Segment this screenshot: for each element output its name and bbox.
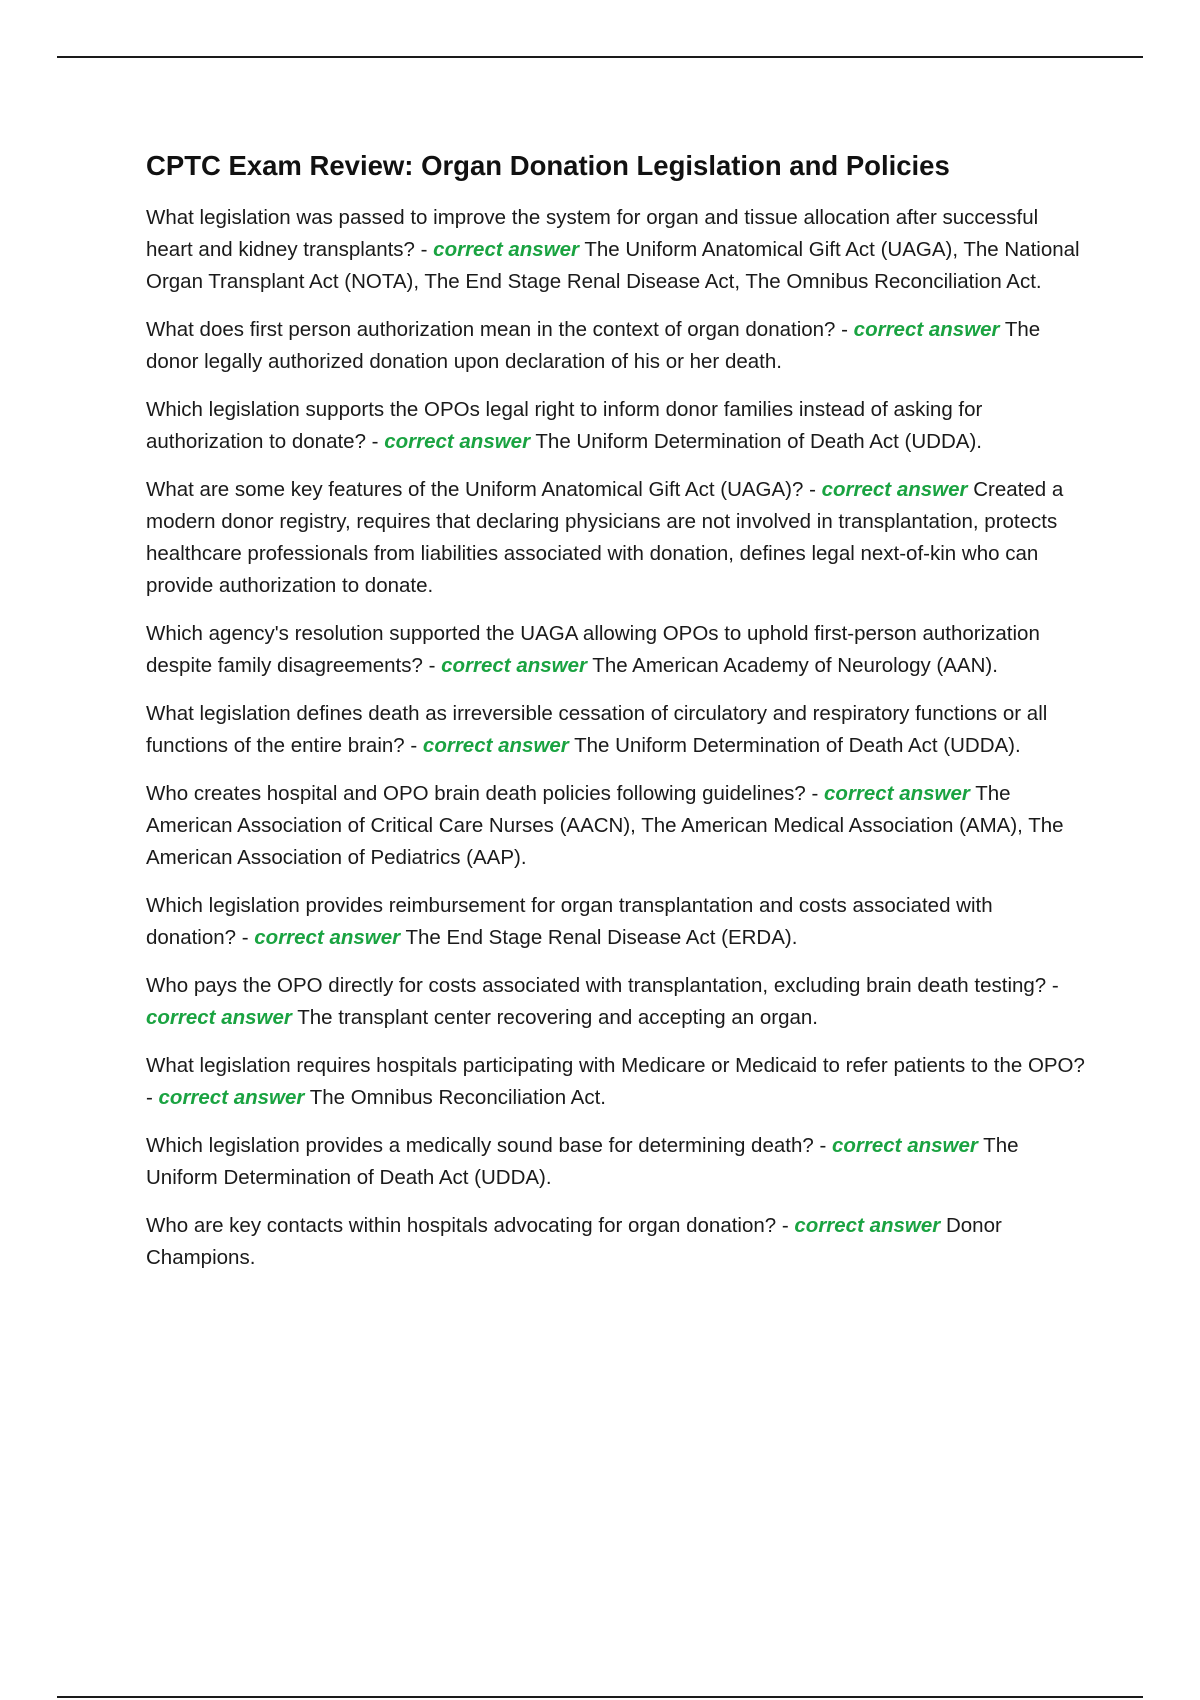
question-text: What does first person authorization mean in the context of organ donation? xyxy=(146,318,836,341)
answer-text: The Uniform Anatomical Gift Act (UAGA), The National Organ Transplant Act (NOTA), The End Stage Renal Disease Act, The Omnibus Reconciliation Act. xyxy=(146,238,1080,293)
question-text: What legislation requires hospitals participating with Medicare or Medicaid to refer patients to the OPO? xyxy=(146,1054,1085,1077)
qa-item xyxy=(146,618,1086,682)
qa-item xyxy=(146,698,1086,762)
qa-item xyxy=(146,474,1086,602)
answer-text: The Uniform Determination of Death Act (UDDA). xyxy=(146,1134,1019,1189)
document-body xyxy=(146,146,1086,1290)
qa-item xyxy=(146,970,1086,1034)
question-text: Which legislation provides a medically sound base for determining death? xyxy=(146,1134,814,1157)
answer-text: The End Stage Renal Disease Act (ERDA). xyxy=(405,926,798,949)
separator: - xyxy=(813,1134,832,1157)
correct-answer-label: correct answer xyxy=(384,430,531,453)
answer-text: Donor Champions. xyxy=(146,1214,1002,1269)
document-title: CPTC Exam Review: Organ Donation Legislation and Policies xyxy=(146,150,950,181)
answer-text: The American Academy of Neurology (AAN). xyxy=(592,654,998,677)
answer-text: The Uniform Determination of Death Act (UDDA). xyxy=(535,430,982,453)
correct-answer-label: correct answer xyxy=(441,654,587,677)
correct-answer-label: correct answer xyxy=(794,1214,941,1237)
question-text: Which agency's resolution supported the UAGA allowing OPOs to uphold first-person authorization despite family disagreements? xyxy=(146,622,1040,677)
question-text: Which legislation supports the OPOs legal right to inform donor families instead of asking for authorization to donate? xyxy=(146,398,983,453)
correct-answer-label: correct answer xyxy=(821,478,968,501)
separator: - xyxy=(146,1086,159,1109)
correct-answer-label: correct answer xyxy=(831,1134,978,1157)
separator: - xyxy=(422,654,442,677)
question-text: What legislation defines death as irreversible cessation of circulatory and respiratory functions or all functions of the entire brain? xyxy=(146,702,1048,757)
qa-item xyxy=(146,778,1086,874)
qa-item xyxy=(146,394,1086,458)
question-text: Who creates hospital and OPO brain death policies following guidelines? xyxy=(146,782,806,805)
correct-answer-label: correct answer xyxy=(158,1086,305,1109)
answer-text: The Uniform Determination of Death Act (UDDA). xyxy=(574,734,1021,757)
correct-answer-label: correct answer xyxy=(254,926,401,949)
header-rule xyxy=(57,56,1143,58)
correct-answer-label: correct answer xyxy=(853,318,1000,341)
qa-item xyxy=(146,314,1086,378)
question-text: Who are key contacts within hospitals advocating for organ donation? xyxy=(146,1214,777,1237)
answer-text: The transplant center recovering and accepting an organ. xyxy=(297,1006,818,1029)
correct-answer-label: correct answer xyxy=(146,1006,292,1029)
qa-item xyxy=(146,890,1086,954)
correct-answer-label: correct answer xyxy=(824,782,970,805)
correct-answer-label: correct answer xyxy=(422,734,569,757)
separator: - xyxy=(805,782,825,805)
qa-item xyxy=(146,1130,1086,1194)
footer-rule xyxy=(57,1696,1143,1698)
separator: - xyxy=(404,734,423,757)
answer-text: Created a modern donor registry, requires that declaring physicians are not involved in transplantation, protects healthcare professionals from liabilities associated with donation, defines legal next-of-kin who can provide authorization to donate. xyxy=(146,478,1064,597)
answer-text: The donor legally authorized donation upon declaration of his or her death. xyxy=(146,318,1041,373)
qa-item xyxy=(146,1050,1086,1114)
separator: - xyxy=(1046,974,1059,997)
separator: - xyxy=(414,238,434,261)
question-text: Who pays the OPO directly for costs associated with transplantation, excluding brain death testing? xyxy=(146,974,1047,997)
question-text: Which legislation provides reimbursement for organ transplantation and costs associated with donation? xyxy=(146,894,993,949)
answer-text: The American Association of Critical Care Nurses (AACN), The American Medical Association (AMA), The American Association of Pediatrics (AAP). xyxy=(146,782,1064,869)
separator: - xyxy=(776,1214,795,1237)
separator: - xyxy=(365,430,385,453)
separator: - xyxy=(803,478,822,501)
separator: - xyxy=(236,926,255,949)
qa-item xyxy=(146,202,1086,298)
answer-text: The Omnibus Reconciliation Act. xyxy=(309,1086,606,1109)
correct-answer-label: correct answer xyxy=(433,238,580,261)
qa-item xyxy=(146,1210,1086,1274)
separator: - xyxy=(835,318,854,341)
question-text: What are some key features of the Uniform Anatomical Gift Act (UAGA)? xyxy=(146,478,804,501)
question-text: What legislation was passed to improve the system for organ and tissue allocation after successful heart and kidney transplants? xyxy=(146,206,1039,261)
